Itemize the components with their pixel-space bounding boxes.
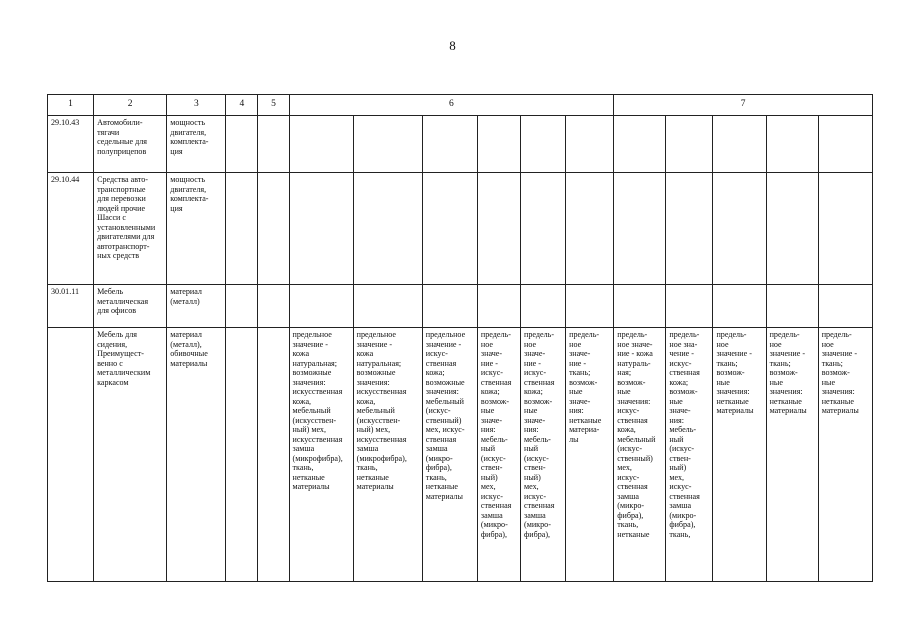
- row-characteristic: мощность двигателя, комплекта- ция: [167, 116, 226, 173]
- col6-value-cell: предельное значение - искус- ственная кожа; возможные значения: мебельный (искус- ственный) мех, искус- ственная замша (микро- фибра), ткань, нетканые материалы: [422, 328, 477, 582]
- document-table: [47, 94, 873, 582]
- col7-value-cell: предель- ное зна- чение - искус- ственная кожа; возмож- ные значе- ния: мебель- ный (искус- ствен- ный) мех, искус- ственная замша (микро- фибра), ткань,: [666, 328, 713, 582]
- row-name: Автомобили- тягачи седельные для полуприцепов: [94, 116, 167, 173]
- row-code: 30.01.11: [48, 285, 94, 328]
- empty-cell: [477, 173, 520, 285]
- table-row: [48, 116, 873, 173]
- empty-cell: [818, 173, 872, 285]
- col6-value-cell: предельное значение - кожа натуральная; возможные значения: искусственная кожа, мебельный (искусствен- ный) мех, искусственная замша (микрофибра), ткань, нетканые материалы: [289, 328, 353, 582]
- header-cell-col4: 4: [226, 95, 258, 116]
- empty-cell: [258, 285, 289, 328]
- empty-cell: [258, 116, 289, 173]
- header-cell-col5: 5: [258, 95, 289, 116]
- header-cell-col2: 2: [94, 95, 167, 116]
- table-row: [48, 285, 873, 328]
- empty-cell: [566, 116, 614, 173]
- empty-cell: [818, 116, 872, 173]
- empty-cell: [226, 285, 258, 328]
- col7-value-cell: предель- ное значение - ткань; возмож- ные значения: нетканые материалы: [818, 328, 872, 582]
- header-row: [48, 95, 873, 116]
- empty-cell: [353, 173, 422, 285]
- header-cell-col7: 7: [614, 95, 873, 116]
- empty-cell: [713, 173, 766, 285]
- empty-cell: [566, 173, 614, 285]
- header-cell-col1: 1: [48, 95, 94, 116]
- empty-cell: [521, 116, 566, 173]
- col6-value-cell: предель- ное значе- ние - искус- ственная кожа; возмож- ные значе- ния: мебель- ный (искус- ствен- ный) мех, искус- ственная замша (микро- фибра),: [521, 328, 566, 582]
- empty-cell: [353, 116, 422, 173]
- empty-cell: [521, 285, 566, 328]
- empty-cell: [566, 285, 614, 328]
- empty-cell: [289, 173, 353, 285]
- col7-value-cell: предель- ное значе- ние - кожа натураль- ная; возмож- ные значения: искус- ственная кожа, мебельный (искус- ственный) мех, искус- ственная замша (микро- фибра), ткань, нетканые: [614, 328, 666, 582]
- row-code: [48, 328, 94, 582]
- empty-cell: [422, 285, 477, 328]
- col7-value-cell: предель- ное значение - ткань; возмож- ные значения: нетканые материалы: [766, 328, 818, 582]
- header-cell-col6: 6: [289, 95, 614, 116]
- empty-cell: [226, 116, 258, 173]
- col6-value-cell: предель- ное значе- ние - ткань; возмож- ные значе- ния: нетканые материа- лы: [566, 328, 614, 582]
- empty-cell: [614, 285, 666, 328]
- empty-cell: [422, 173, 477, 285]
- empty-cell: [713, 285, 766, 328]
- row-code: 29.10.44: [48, 173, 94, 285]
- empty-cell: [226, 173, 258, 285]
- table-row: [48, 173, 873, 285]
- empty-cell: [666, 116, 713, 173]
- header-cell-col3: 3: [167, 95, 226, 116]
- table-row: [48, 328, 873, 582]
- empty-cell: [766, 173, 818, 285]
- row-characteristic: материал (металл): [167, 285, 226, 328]
- empty-cell: [477, 116, 520, 173]
- empty-cell: [422, 116, 477, 173]
- empty-cell: [258, 173, 289, 285]
- empty-cell: [766, 116, 818, 173]
- empty-cell: [666, 173, 713, 285]
- row-name: Средства авто- транспортные для перевозки людей прочие Шасси с установленными двигателями для автотранспорт- ных средств: [94, 173, 167, 285]
- col7-value-cell: предель- ное значение - ткань; возмож- ные значения: нетканые материалы: [713, 328, 766, 582]
- empty-cell: [818, 285, 872, 328]
- empty-cell: [766, 285, 818, 328]
- empty-cell: [289, 116, 353, 173]
- row-characteristic: мощность двигателя, комплекта- ция: [167, 173, 226, 285]
- page-number: 8: [449, 38, 456, 53]
- empty-cell: [521, 173, 566, 285]
- empty-cell: [477, 285, 520, 328]
- empty-cell: [614, 173, 666, 285]
- empty-cell: [713, 116, 766, 173]
- empty-cell: [614, 116, 666, 173]
- row-name: Мебель для сидения, Преимущест- венно с металлическим каркасом: [94, 328, 167, 582]
- col6-value-cell: предельное значение - кожа натуральная; возможные значения: искусственная кожа, мебельный (искусствен- ный) мех, искусственная замша (микрофибра), ткань, нетканые материалы: [353, 328, 422, 582]
- empty-cell: [666, 285, 713, 328]
- empty-cell: [226, 328, 258, 582]
- row-characteristic: материал (металл), обивочные материалы: [167, 328, 226, 582]
- empty-cell: [289, 285, 353, 328]
- empty-cell: [258, 328, 289, 582]
- col6-value-cell: предель- ное значе- ние - искус- ственная кожа; возмож- ные значе- ния: мебель- ный (искус- ствен- ный) мех, искус- ственная замша (микро- фибра),: [477, 328, 520, 582]
- row-code: 29.10.43: [48, 116, 94, 173]
- row-name: Мебель металлическая для офисов: [94, 285, 167, 328]
- empty-cell: [353, 285, 422, 328]
